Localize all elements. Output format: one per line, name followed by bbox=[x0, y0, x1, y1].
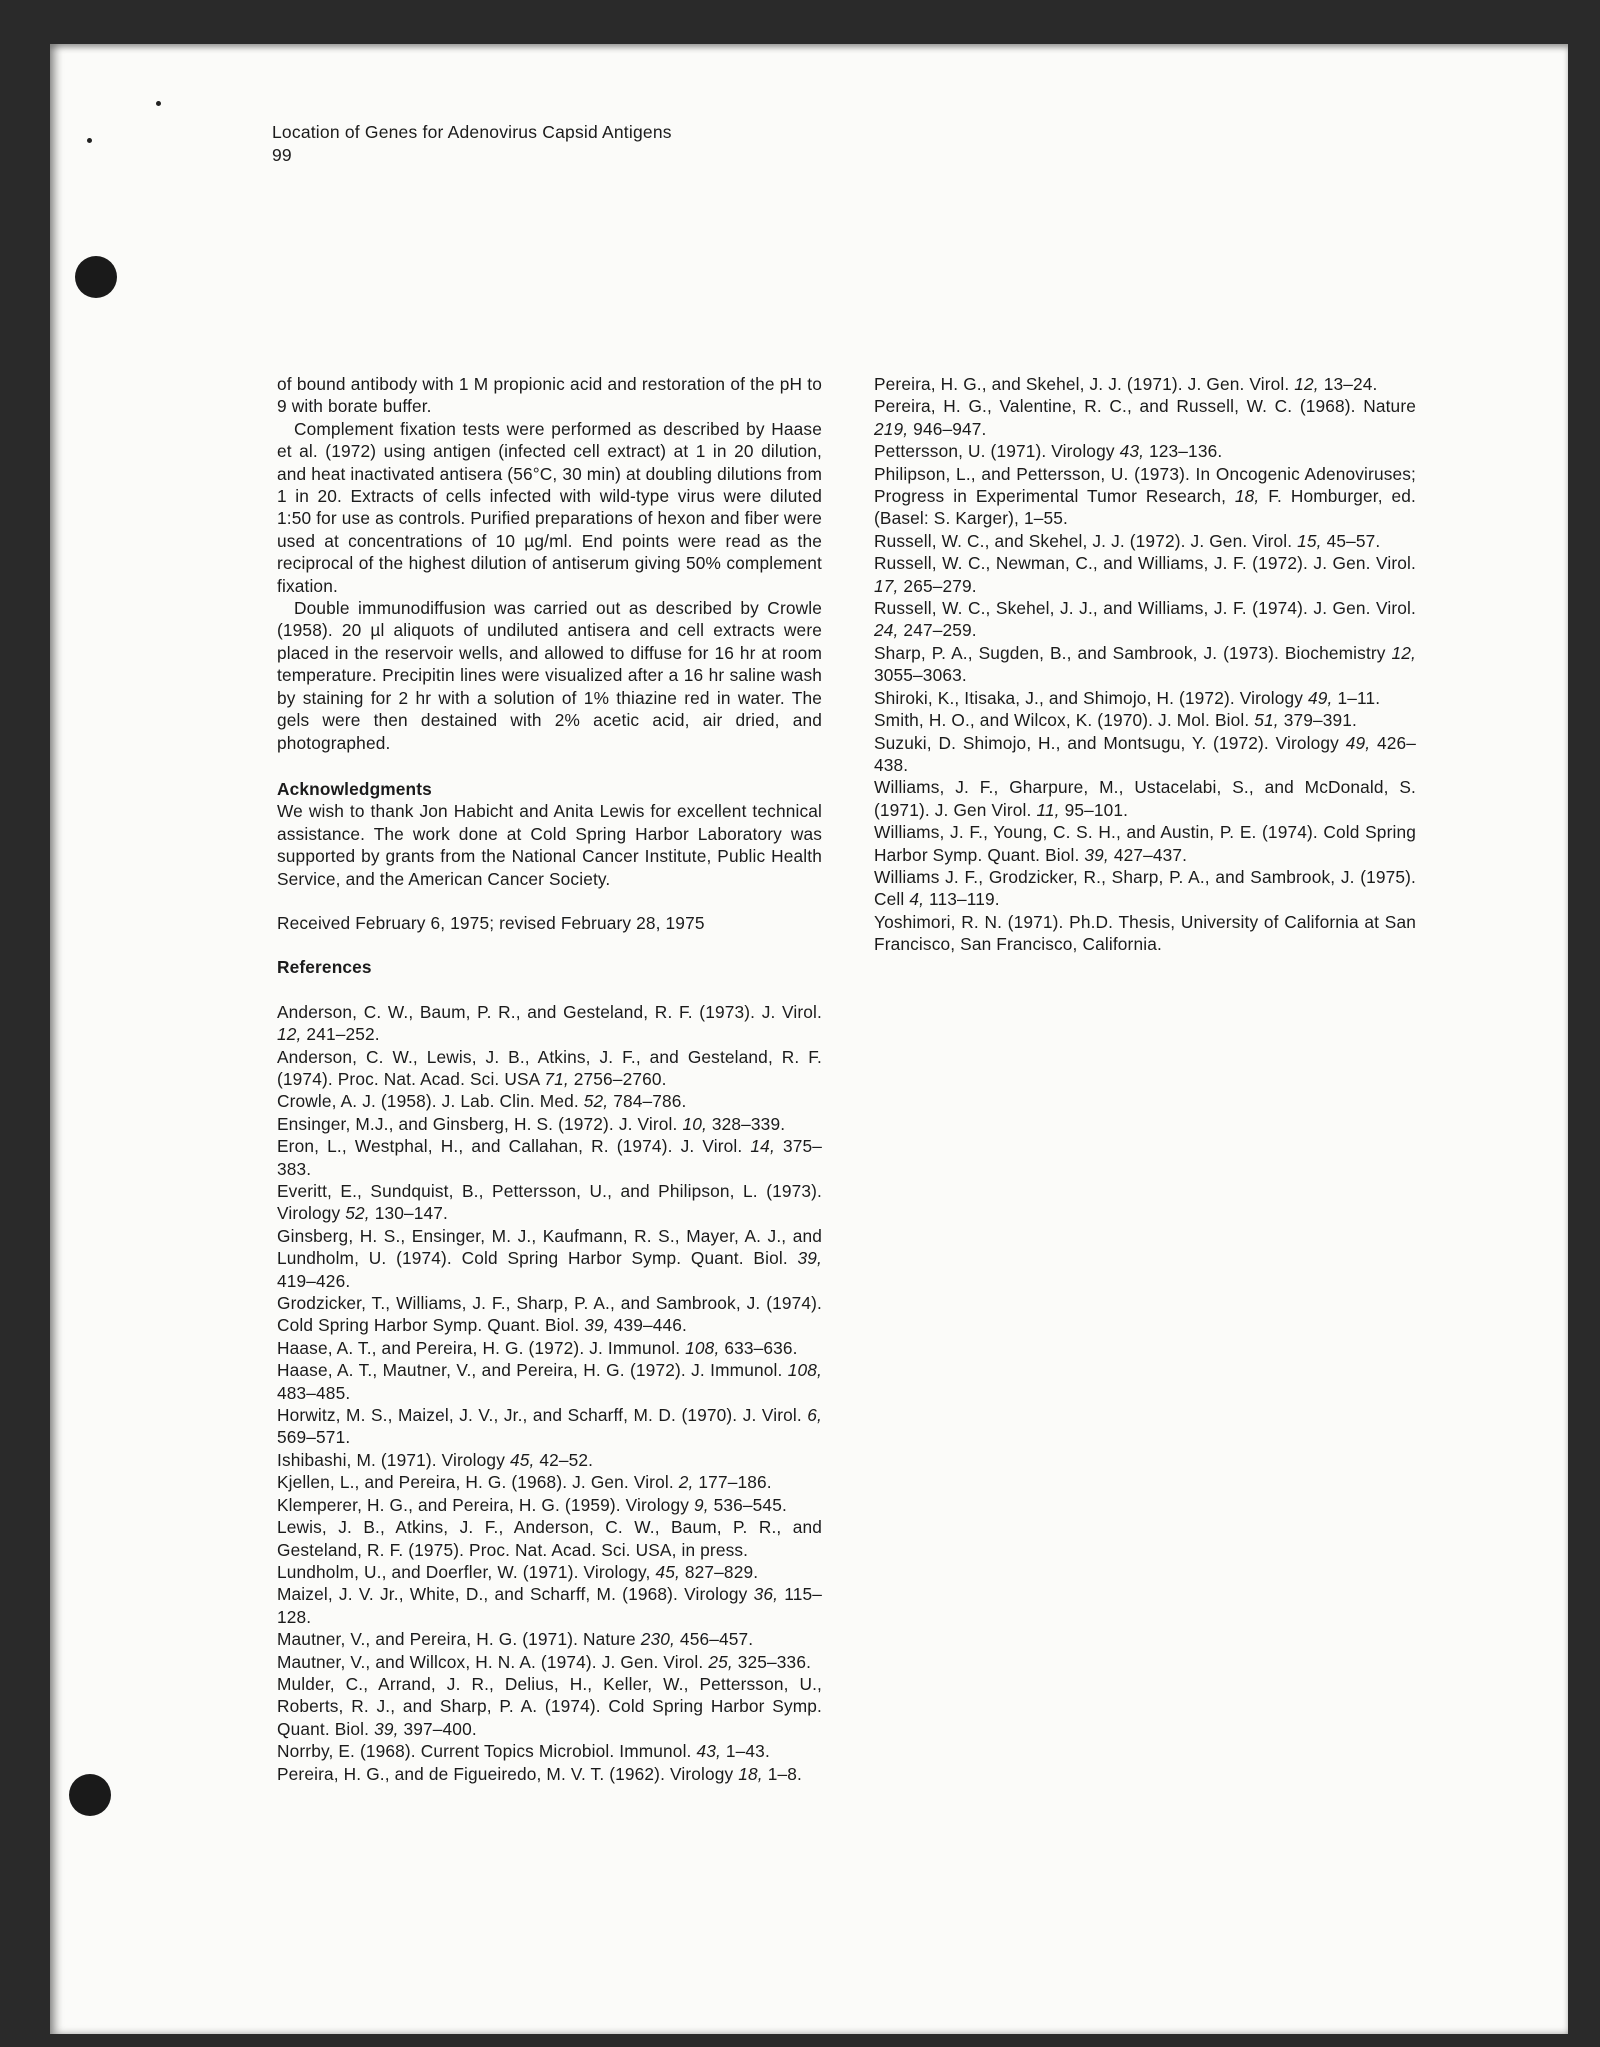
reference-volume: 12, bbox=[1294, 374, 1319, 394]
reference-text: Williams J. F., Grodzicker, R., Sharp, P. A., and Sambrook, J. (1975). Cell bbox=[874, 866, 1416, 910]
speck-mark bbox=[87, 138, 92, 143]
reference-pages: F. Homburger, ed. (Basel: S. Karger), 1–55. bbox=[874, 486, 1416, 529]
reference-pages: 569–571. bbox=[277, 1427, 351, 1448]
reference-text: Everitt, E., Sundquist, B., Pettersson, U., and Philipson, L. (1973). Virology bbox=[277, 1181, 822, 1224]
reference-volume: 18, bbox=[738, 1763, 763, 1784]
reference-entry bbox=[874, 597, 1416, 642]
reference-pages: 95–101. bbox=[1059, 799, 1129, 820]
reference-volume: 12, bbox=[277, 1024, 302, 1045]
reference-text: Russell, W. C., and Skehel, J. J. (1972). J. Gen. Virol. bbox=[874, 530, 1298, 551]
reference-volume: 39, bbox=[584, 1315, 609, 1336]
reference-volume: 36, bbox=[753, 1584, 779, 1605]
reference-volume: 52, bbox=[583, 1091, 609, 1112]
reference-pages: 130–147. bbox=[369, 1203, 448, 1224]
reference-text: Lewis, J. B., Atkins, J. F., Anderson, C. W., Baum, P. R., and Gesteland, R. F. (1975). Proc. Nat. Acad. Sci. USA, in press. bbox=[277, 1517, 822, 1560]
reference-pages: 1–11. bbox=[1332, 687, 1381, 708]
reference-entry bbox=[277, 1046, 822, 1091]
reference-pages: 177–186. bbox=[693, 1472, 772, 1493]
received-date: Received February 6, 1975; revised February 28, 1975 bbox=[277, 912, 705, 933]
reference-volume: 45, bbox=[655, 1561, 680, 1582]
reference-volume: 71, bbox=[544, 1068, 569, 1089]
reference-pages: 42–52. bbox=[534, 1449, 594, 1470]
reference-entry bbox=[874, 866, 1416, 911]
reference-text: Suzuki, D. Shimojo, H., and Montsugu, Y. (1972). Virology bbox=[874, 732, 1346, 753]
reference-pages: 328–339. bbox=[706, 1113, 786, 1134]
reference-text: Haase, A. T., Mautner, V., and Pereira, H. G. (1972). J. Immunol. bbox=[277, 1360, 788, 1381]
reference-text: Pereira, H. G., and Skehel, J. J. (1971). J. Gen. Virol. bbox=[874, 374, 1295, 394]
reference-volume: 49, bbox=[1308, 687, 1333, 708]
reference-text: Mautner, V., and Willcox, H. N. A. (1974). J. Gen. Virol. bbox=[277, 1651, 709, 1672]
reference-volume: 39, bbox=[797, 1248, 822, 1269]
reference-text: Ensinger, M.J., and Ginsberg, H. S. (1972). J. Virol. bbox=[277, 1113, 683, 1134]
reference-text: Williams, J. F., Young, C. S. H., and Austin, P. E. (1974). Cold Spring Harbor Symp. Quant. Biol. bbox=[874, 822, 1416, 865]
reference-pages: 241–252. bbox=[301, 1024, 380, 1045]
references-heading: References bbox=[277, 957, 372, 978]
reference-text: Mautner, V., and Pereira, H. G. (1971). Nature bbox=[277, 1629, 641, 1650]
reference-volume: 11, bbox=[1036, 799, 1060, 820]
reference-volume: 4, bbox=[909, 889, 925, 910]
reference-volume: 25, bbox=[708, 1651, 733, 1672]
reference-pages: 946–947. bbox=[908, 418, 987, 439]
reference-volume: 12, bbox=[1391, 642, 1416, 663]
reference-text: Pereira, H. G., Valentine, R. C., and Russell, W. C. (1968). Nature bbox=[874, 396, 1416, 417]
reference-entry bbox=[874, 395, 1416, 440]
page-number: 99 bbox=[272, 145, 292, 165]
punch-hole-top bbox=[75, 256, 117, 298]
reference-entry bbox=[277, 1180, 822, 1225]
reference-entry bbox=[277, 1090, 822, 1112]
acknowledgments-text: We wish to thank Jon Habicht and Anita Lewis for excellent technical assistance. The work done at Cold Spring Harbor Laboratory was supported by grants from the National Cancer Institute, Public Health Service, and the American Cancer Society. bbox=[277, 801, 822, 889]
reference-entry bbox=[874, 440, 1416, 462]
reference-pages: 1–8. bbox=[762, 1763, 802, 1784]
reference-pages: 325–336. bbox=[732, 1651, 812, 1672]
reference-volume: 18, bbox=[1234, 486, 1260, 507]
reference-text: Haase, A. T., and Pereira, H. G. (1972). J. Immunol. bbox=[277, 1337, 686, 1358]
reference-pages: 536–545. bbox=[708, 1494, 787, 1515]
reference-volume: 9, bbox=[693, 1494, 709, 1515]
reference-text: Sharp, P. A., Sugden, B., and Sambrook, J. (1973). Biochemistry bbox=[874, 642, 1392, 663]
reference-volume: 39, bbox=[374, 1718, 399, 1739]
reference-entry bbox=[277, 1561, 822, 1583]
running-title: Location of Genes for Adenovirus Capsid Antigens bbox=[272, 122, 672, 142]
reference-entry bbox=[277, 1651, 822, 1673]
reference-text: Anderson, C. W., Lewis, J. B., Atkins, J. F., and Gesteland, R. F. (1974). Proc. Nat. Acad. Sci. USA bbox=[277, 1046, 822, 1089]
reference-pages: 13–24. bbox=[1318, 374, 1378, 394]
reference-pages: 426–438. bbox=[874, 732, 1416, 775]
body-paragraph: Complement fixation tests were performed as described by Haase et al. (1972) using antigen (infected cell extract) at 1 in 20 dilution, and heat inactivated antisera (56°C, 30 min) at doubling dilutions from 1 in 20. Extracts of cells infected with wild-type virus were diluted 1:50 for use as controls. Purified preparations of hexon and fiber were used at concentrations of 10 µg/ml. End points were read as the reciprocal of the highest dilution of antiserum giving 50% complement fixation. bbox=[277, 418, 822, 596]
reference-entry bbox=[874, 911, 1416, 956]
reference-text: Pereira, H. G., and de Figueiredo, M. V. T. (1962). Virology bbox=[277, 1763, 739, 1784]
reference-text: Russell, W. C., Skehel, J. J., and Williams, J. F. (1974). J. Gen. Virol. bbox=[874, 598, 1416, 619]
reference-pages: 456–457. bbox=[674, 1629, 754, 1650]
reference-text: Norrby, E. (1968). Current Topics Microbiol. Immunol. bbox=[277, 1741, 697, 1762]
punch-hole-bottom bbox=[69, 1774, 111, 1816]
reference-volume: 2, bbox=[678, 1472, 694, 1493]
acknowledgments-heading: Acknowledgments bbox=[277, 778, 432, 799]
reference-entry bbox=[277, 1135, 822, 1180]
reference-text: Anderson, C. W., Baum, P. R., and Gesteland, R. F. (1973). J. Virol. bbox=[277, 1001, 822, 1022]
reference-entry bbox=[277, 1337, 822, 1359]
reference-volume: 219, bbox=[874, 418, 909, 439]
reference-pages: 427–437. bbox=[1108, 844, 1188, 865]
reference-pages: 397–400. bbox=[398, 1718, 477, 1739]
reference-pages: 827–829. bbox=[679, 1561, 759, 1582]
reference-entry bbox=[277, 1740, 822, 1762]
reference-entry bbox=[277, 1359, 822, 1404]
reference-text: Shiroki, K., Itisaka, J., and Shimojo, H. (1972). Virology bbox=[874, 687, 1309, 708]
reference-entry bbox=[874, 821, 1416, 866]
reference-pages: 379–391. bbox=[1278, 710, 1357, 731]
reference-volume: 24, bbox=[874, 620, 899, 641]
reference-text: Ishibashi, M. (1971). Virology bbox=[277, 1449, 510, 1470]
reference-text: Russell, W. C., Newman, C., and Williams, J. F. (1972). J. Gen. Virol. bbox=[874, 553, 1416, 574]
reference-volume: 45, bbox=[509, 1449, 535, 1470]
reference-pages: 45–57. bbox=[1321, 530, 1381, 551]
reference-volume: 43, bbox=[696, 1741, 721, 1762]
reference-entry bbox=[874, 732, 1416, 777]
reference-volume: 43, bbox=[1119, 441, 1145, 462]
reference-text: Mulder, C., Arrand, J. R., Delius, H., Keller, W., Pettersson, U., Roberts, R. J., and Sharp, P. A. (1974). Cold Spring Harbor Symp. Quant. Biol. bbox=[277, 1673, 822, 1739]
reference-entry bbox=[277, 1494, 822, 1516]
running-header bbox=[272, 121, 672, 167]
reference-volume: 17, bbox=[874, 575, 899, 596]
reference-volume: 108, bbox=[787, 1360, 822, 1381]
reference-entry bbox=[874, 709, 1416, 731]
reference-entry bbox=[277, 1113, 822, 1135]
reference-pages: 439–446. bbox=[608, 1315, 688, 1336]
reference-text: Horwitz, M. S., Maizel, J. V., Jr., and Scharff, M. D. (1970). J. Virol. bbox=[277, 1405, 808, 1426]
reference-volume: 51, bbox=[1254, 710, 1279, 731]
speck-mark bbox=[156, 101, 161, 106]
reference-entry bbox=[277, 1449, 822, 1471]
reference-text: Maizel, J. V. Jr., White, D., and Scharff, M. (1968). Virology bbox=[277, 1584, 754, 1605]
reference-entry bbox=[277, 1583, 822, 1628]
reference-pages: 419–426. bbox=[277, 1270, 351, 1291]
reference-text: Lundholm, U., and Doerfler, W. (1971). Virology, bbox=[277, 1561, 656, 1582]
reference-text: Smith, H. O., and Wilcox, K. (1970). J. Mol. Biol. bbox=[874, 710, 1255, 731]
reference-text: Crowle, A. J. (1958). J. Lab. Clin. Med. bbox=[277, 1091, 584, 1112]
reference-entry bbox=[277, 1516, 822, 1561]
reference-entry bbox=[277, 1628, 822, 1650]
reference-volume: 6, bbox=[807, 1405, 822, 1426]
reference-entry bbox=[874, 463, 1416, 530]
body-paragraph: Double immunodiffusion was carried out as described by Crowle (1958). 20 µl aliquots of undiluted antisera and cell extracts were placed in the reservoir wells, and allowed to diffuse for 16 hr at room temperature. Precipitin lines were visualized after a 16 hr saline wash by staining for 2 hr with a solution of 1% thiazine red in water. The gels were then destained with 2% acetic acid, air dried, and photographed. bbox=[277, 598, 822, 753]
reference-pages: 483–485. bbox=[277, 1382, 351, 1403]
references-list-left bbox=[277, 1001, 822, 1785]
reference-volume: 108, bbox=[685, 1337, 720, 1358]
reference-entry bbox=[874, 687, 1416, 709]
reference-text: Yoshimori, R. N. (1971). Ph.D. Thesis, University of California at San Francisco, San Francisco, California. bbox=[874, 911, 1416, 955]
reference-entry bbox=[277, 1673, 822, 1740]
reference-text: Eron, L., Westphal, H., and Callahan, R. (1974). J. Virol. bbox=[277, 1136, 751, 1157]
reference-pages: 3055–3063. bbox=[874, 665, 967, 686]
reference-volume: 15, bbox=[1297, 530, 1322, 551]
reference-pages: 784–786. bbox=[608, 1091, 687, 1112]
reference-entry bbox=[874, 373, 1416, 395]
reference-pages: 247–259. bbox=[898, 620, 977, 641]
reference-entry bbox=[277, 1763, 822, 1785]
reference-text: Ginsberg, H. S., Ensinger, M. J., Kaufmann, R. S., Mayer, A. J., and Lundholm, U. (1974). Cold Spring Harbor Symp. Quant. Biol. bbox=[277, 1225, 822, 1269]
reference-entry bbox=[277, 1225, 822, 1292]
reference-pages: 265–279. bbox=[898, 575, 977, 596]
reference-entry bbox=[874, 530, 1416, 552]
reference-pages: 2756–2760. bbox=[568, 1068, 667, 1089]
reference-pages: 633–636. bbox=[719, 1337, 798, 1358]
reference-entry bbox=[874, 552, 1416, 597]
reference-entry bbox=[277, 1001, 822, 1046]
reference-volume: 10, bbox=[682, 1113, 707, 1134]
reference-volume: 230, bbox=[640, 1629, 675, 1650]
reference-text: Kjellen, L., and Pereira, H. G. (1968). J. Gen. Virol. bbox=[277, 1472, 679, 1493]
reference-text: Grodzicker, T., Williams, J. F., Sharp, P. A., and Sambrook, J. (1974). Cold Spring Harbor Symp. Quant. Biol. bbox=[277, 1293, 822, 1336]
reference-volume: 14, bbox=[750, 1136, 775, 1157]
reference-pages: 115–128. bbox=[277, 1584, 822, 1627]
reference-volume: 39, bbox=[1084, 844, 1109, 865]
reference-text: Williams, J. F., Gharpure, M., Ustacelabi, S., and McDonald, S. (1971). J. Gen Virol. bbox=[874, 777, 1416, 820]
reference-text: Klemperer, H. G., and Pereira, H. G. (1959). Virology bbox=[277, 1494, 694, 1515]
reference-pages: 123–136. bbox=[1144, 441, 1223, 462]
reference-volume: 49, bbox=[1345, 732, 1371, 753]
reference-text: Philipson, L., and Pettersson, U. (1973). In Oncogenic Adenoviruses; Progress in Experimental Tumor Research, bbox=[874, 463, 1416, 507]
references-list-right bbox=[874, 373, 1416, 956]
reference-entry bbox=[874, 642, 1416, 687]
reference-entry bbox=[277, 1404, 822, 1449]
reference-text: Pettersson, U. (1971). Virology bbox=[874, 441, 1120, 462]
reference-volume: 52, bbox=[345, 1203, 370, 1224]
reference-entry bbox=[277, 1292, 822, 1337]
body-paragraph: of bound antibody with 1 M propionic acid and restoration of the pH to 9 with borate buffer. bbox=[277, 374, 822, 417]
reference-entry bbox=[277, 1471, 822, 1493]
left-column bbox=[277, 373, 822, 1785]
reference-entry bbox=[874, 776, 1416, 821]
reference-pages: 1–43. bbox=[720, 1741, 770, 1762]
reference-pages: 375–383. bbox=[277, 1136, 823, 1179]
reference-pages: 113–119. bbox=[924, 889, 1000, 910]
right-column bbox=[874, 373, 1416, 956]
